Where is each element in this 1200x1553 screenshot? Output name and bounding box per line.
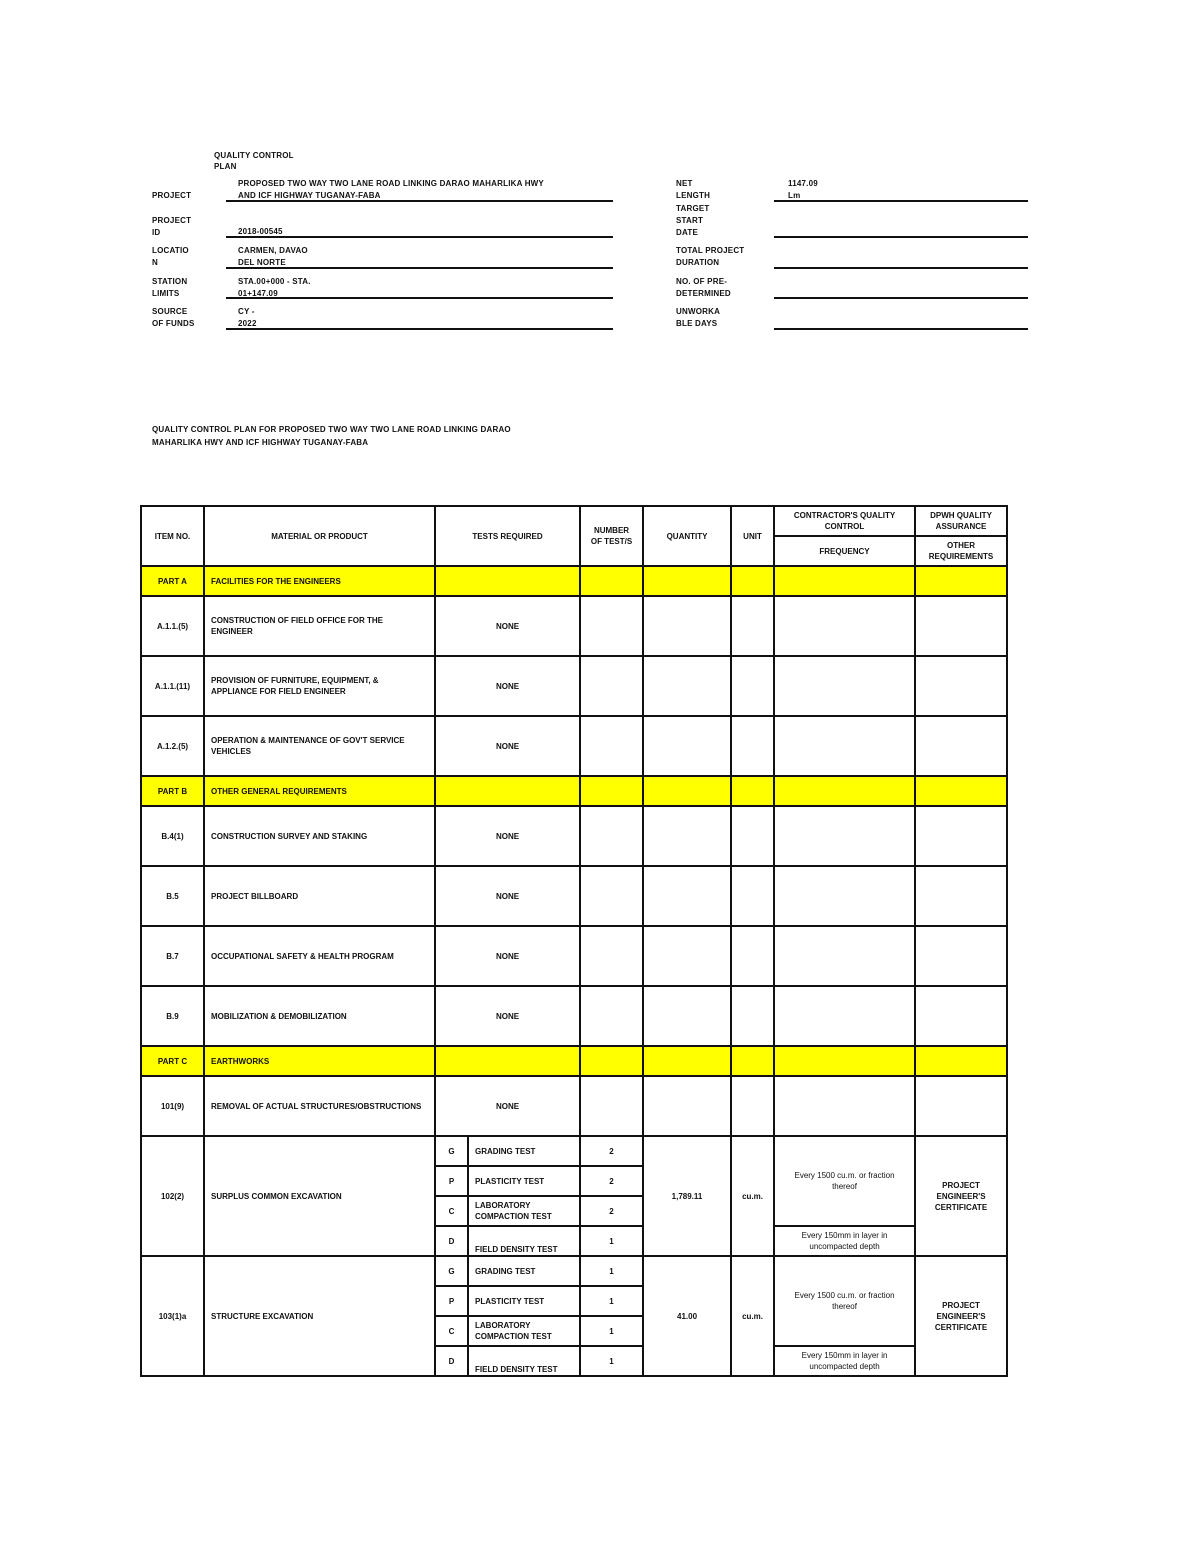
test-count: 1 <box>580 1226 643 1256</box>
header-material: MATERIAL OR PRODUCT <box>204 506 435 566</box>
item-no: 103(1)a <box>141 1256 204 1376</box>
project-id-label-2: ID <box>152 228 161 237</box>
project-value-line1: PROPOSED TWO WAY TWO LANE ROAD LINKING DARAO MAHARLIKA HWY <box>238 179 544 188</box>
test-count: 1 <box>580 1256 643 1286</box>
part-c-title: EARTHWORKS <box>204 1046 435 1076</box>
length-value: Lm <box>788 191 801 200</box>
header-quantity: QUANTITY <box>643 506 731 566</box>
material: CONSTRUCTION OF FIELD OFFICE FOR THE ENGINEER <box>204 596 435 656</box>
test-code: D <box>435 1346 468 1376</box>
table-row <box>141 806 1007 866</box>
location-value-2: DEL NORTE <box>238 258 286 267</box>
project-id-underline <box>226 236 613 238</box>
station-label-2: LIMITS <box>152 289 180 298</box>
item-no: A.1.1.(11) <box>141 656 204 716</box>
material: CONSTRUCTION SURVEY AND STAKING <box>204 806 435 866</box>
header-frequency: FREQUENCY <box>774 536 915 566</box>
material: SURPLUS COMMON EXCAVATION <box>204 1136 435 1256</box>
tests-required: NONE <box>435 926 580 986</box>
table-row <box>141 1256 1007 1286</box>
item-no: 101(9) <box>141 1076 204 1136</box>
part-a-title: FACILITIES FOR THE ENGINEERS <box>204 566 435 596</box>
location-label-1: LOCATIO <box>152 246 189 255</box>
nopre-underline <box>774 297 1028 299</box>
test-code: C <box>435 1316 468 1346</box>
station-value-2: 01+147.09 <box>238 289 278 298</box>
item-no: B.7 <box>141 926 204 986</box>
test-count: 2 <box>580 1136 643 1166</box>
station-label-1: STATION <box>152 277 188 286</box>
test-name: LABORATORY COMPACTION TEST <box>468 1196 580 1226</box>
test-code: P <box>435 1166 468 1196</box>
target-underline <box>774 236 1028 238</box>
material: STRUCTURE EXCAVATION <box>204 1256 435 1376</box>
test-count: 2 <box>580 1166 643 1196</box>
material: MOBILIZATION & DEMOBILIZATION <box>204 986 435 1046</box>
tests-required: NONE <box>435 986 580 1046</box>
project-value-line2: AND ICF HIGHWAY TUGANAY-FABA <box>238 191 381 200</box>
source-underline <box>226 328 613 330</box>
test-name: FIELD DENSITY TEST <box>468 1226 580 1256</box>
tests-required: NONE <box>435 596 580 656</box>
plan-title-line1: QUALITY CONTROL PLAN FOR PROPOSED TWO WAY TWO LANE ROAD LINKING DARAO <box>152 425 511 434</box>
part-a-row <box>141 566 1007 596</box>
source-label-1: SOURCE <box>152 307 188 316</box>
quality-control-table <box>140 505 1008 1377</box>
test-code: C <box>435 1196 468 1226</box>
location-label-2: N <box>152 258 158 267</box>
test-name: FIELD DENSITY TEST <box>468 1346 580 1376</box>
test-code: G <box>435 1256 468 1286</box>
tests-required: NONE <box>435 716 580 776</box>
test-count: 1 <box>580 1316 643 1346</box>
header-item-no: ITEM NO. <box>141 506 204 566</box>
header-other-requirements: OTHER REQUIREMENTS <box>915 536 1007 566</box>
location-underline <box>226 267 613 269</box>
test-name: LABORATORY COMPACTION TEST <box>468 1316 580 1346</box>
part-b-title: OTHER GENERAL REQUIREMENTS <box>204 776 435 806</box>
material: OCCUPATIONAL SAFETY & HEALTH PROGRAM <box>204 926 435 986</box>
target-label-3: DATE <box>676 228 698 237</box>
part-c-code: PART C <box>141 1046 204 1076</box>
frequency: Every 1500 cu.m. or fraction thereof <box>774 1136 915 1226</box>
item-no: B.5 <box>141 866 204 926</box>
table-row <box>141 926 1007 986</box>
length-label: LENGTH <box>676 191 711 200</box>
doc-title-line1: QUALITY CONTROL <box>214 151 294 160</box>
test-count: 1 <box>580 1346 643 1376</box>
plan-title-line2: MAHARLIKA HWY AND ICF HIGHWAY TUGANAY-FABA <box>152 438 369 447</box>
header-unit: UNIT <box>731 506 774 566</box>
header-dpwh-qa: DPWH QUALITY ASSURANCE <box>915 506 1007 536</box>
test-name: PLASTICITY TEST <box>468 1166 580 1196</box>
test-count: 2 <box>580 1196 643 1226</box>
nopre-label-1: NO. OF PRE- <box>676 277 728 286</box>
part-b-row <box>141 776 1007 806</box>
header-contractor-qc: CONTRACTOR'S QUALITY CONTROL <box>774 506 915 536</box>
table-row <box>141 1076 1007 1136</box>
source-label-2: OF FUNDS <box>152 319 195 328</box>
project-id-value: 2018-00545 <box>238 227 283 236</box>
material: REMOVAL OF ACTUAL STRUCTURES/OBSTRUCTIONS <box>204 1076 435 1136</box>
project-underline <box>226 200 613 202</box>
unworkable-label-1: UNWORKA <box>676 307 721 316</box>
location-value-1: CARMEN, DAVAO <box>238 246 308 255</box>
tests-required: NONE <box>435 1076 580 1136</box>
frequency: Every 150mm in layer in uncompacted depth <box>774 1346 915 1376</box>
station-value-1: STA.00+000 - STA. <box>238 277 311 286</box>
duration-label-1: TOTAL PROJECT <box>676 246 745 255</box>
material: OPERATION & MAINTENANCE OF GOV'T SERVICE VEHICLES <box>204 716 435 776</box>
test-count: 1 <box>580 1286 643 1316</box>
item-no: B.9 <box>141 986 204 1046</box>
part-b-code: PART B <box>141 776 204 806</box>
source-value-1: CY - <box>238 307 255 316</box>
unit: cu.m. <box>731 1136 774 1256</box>
item-no: 102(2) <box>141 1136 204 1256</box>
header-row-1 <box>141 506 1007 536</box>
table-row <box>141 716 1007 776</box>
unit: cu.m. <box>731 1256 774 1376</box>
other-requirements: PROJECT ENGINEER'S CERTIFICATE <box>915 1256 1007 1376</box>
table-row <box>141 1136 1007 1166</box>
item-no: A.1.2.(5) <box>141 716 204 776</box>
target-label-1: TARGET <box>676 204 710 213</box>
test-name: PLASTICITY TEST <box>468 1286 580 1316</box>
test-name: GRADING TEST <box>468 1256 580 1286</box>
tests-required: NONE <box>435 806 580 866</box>
station-underline <box>226 297 613 299</box>
unworkable-label-2: BLE DAYS <box>676 319 718 328</box>
test-code: P <box>435 1286 468 1316</box>
item-no: B.4(1) <box>141 806 204 866</box>
quantity: 1,789.11 <box>643 1136 731 1256</box>
test-name: GRADING TEST <box>468 1136 580 1166</box>
material: PROJECT BILLBOARD <box>204 866 435 926</box>
nopre-label-2: DETERMINED <box>676 289 731 298</box>
frequency: Every 150mm in layer in uncompacted depth <box>774 1226 915 1256</box>
project-label: PROJECT <box>152 191 192 200</box>
header-tests: TESTS REQUIRED <box>435 506 580 566</box>
quantity: 41.00 <box>643 1256 731 1376</box>
item-no: A.1.1.(5) <box>141 596 204 656</box>
project-id-label-1: PROJECT <box>152 216 192 225</box>
other-requirements: PROJECT ENGINEER'S CERTIFICATE <box>915 1136 1007 1256</box>
tests-required: NONE <box>435 866 580 926</box>
source-value-2: 2022 <box>238 319 257 328</box>
test-code: D <box>435 1226 468 1256</box>
tests-required: NONE <box>435 656 580 716</box>
part-a-code: PART A <box>141 566 204 596</box>
table-row <box>141 596 1007 656</box>
net-label: NET <box>676 179 693 188</box>
part-c-row <box>141 1046 1007 1076</box>
net-value: 1147.09 <box>788 179 818 188</box>
table-row <box>141 866 1007 926</box>
unworkable-underline <box>774 328 1028 330</box>
length-underline <box>774 200 1028 202</box>
material: PROVISION OF FURNITURE, EQUIPMENT, & APPLIANCE FOR FIELD ENGINEER <box>204 656 435 716</box>
target-label-2: START <box>676 216 704 225</box>
duration-underline <box>774 267 1028 269</box>
header-number: NUMBER OF TEST/S <box>580 506 643 566</box>
duration-label-2: DURATION <box>676 258 720 267</box>
table-row <box>141 986 1007 1046</box>
table-row <box>141 656 1007 716</box>
doc-title-line2: PLAN <box>214 162 237 171</box>
test-code: G <box>435 1136 468 1166</box>
frequency: Every 1500 cu.m. or fraction thereof <box>774 1256 915 1346</box>
